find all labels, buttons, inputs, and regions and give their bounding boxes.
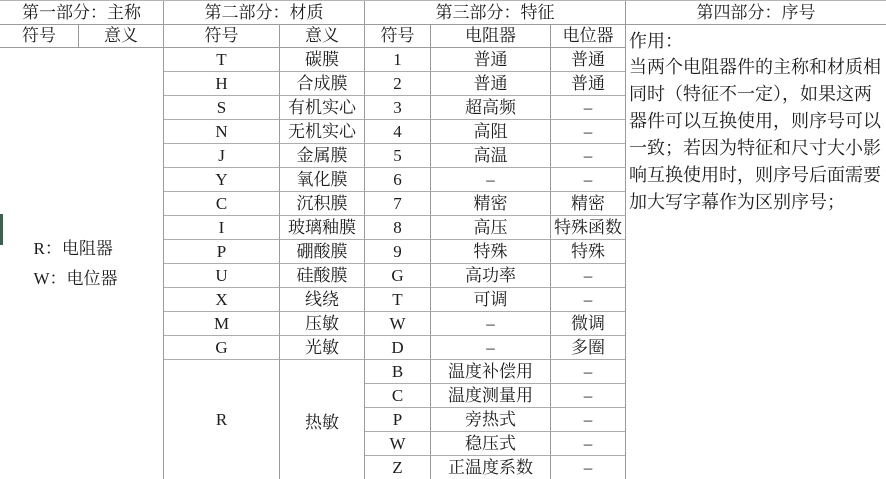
table-row bbox=[164, 120, 364, 144]
part4-heading: 作用： bbox=[629, 31, 683, 51]
feature-symbol-cell: C bbox=[365, 384, 431, 408]
part1-title: 第一部分：主称 bbox=[0, 1, 163, 25]
feature-symbol-cell: W bbox=[365, 432, 431, 456]
table-row bbox=[365, 72, 625, 96]
part2-rows bbox=[164, 48, 364, 360]
feature-symbol-cell: Z bbox=[365, 456, 431, 479]
feature-potentiometer-cell: – bbox=[551, 384, 625, 408]
material-meaning-cell: 碳膜 bbox=[280, 48, 364, 72]
material-meaning-cell: 压敏 bbox=[280, 312, 364, 336]
feature-potentiometer-cell: – bbox=[551, 408, 625, 432]
table-row bbox=[365, 312, 625, 336]
section-part3-feature bbox=[364, 1, 625, 479]
feature-potentiometer-cell: – bbox=[551, 96, 625, 120]
feature-potentiometer-cell: 特殊 bbox=[551, 240, 625, 264]
feature-potentiometer-cell: – bbox=[551, 264, 625, 288]
material-symbol-cell: U bbox=[164, 264, 280, 288]
material-meaning-cell: 玻璃釉膜 bbox=[280, 216, 364, 240]
material-meaning-cell: 有机实心 bbox=[280, 96, 364, 120]
material-symbol-cell: I bbox=[164, 216, 280, 240]
table-row bbox=[164, 48, 364, 72]
feature-potentiometer-cell: 微调 bbox=[551, 312, 625, 336]
feature-potentiometer-cell: – bbox=[551, 432, 625, 456]
section-part1-main-name bbox=[0, 1, 163, 479]
material-symbol-cell: T bbox=[164, 48, 280, 72]
material-symbol-cell: S bbox=[164, 96, 280, 120]
feature-resistor-cell: 稳压式 bbox=[431, 432, 551, 456]
table-row bbox=[365, 168, 625, 192]
feature-symbol-cell: P bbox=[365, 408, 431, 432]
feature-resistor-cell: 高温 bbox=[431, 144, 551, 168]
table-row bbox=[164, 336, 364, 360]
table-row bbox=[164, 144, 364, 168]
feature-symbol-cell: 9 bbox=[365, 240, 431, 264]
feature-potentiometer-cell: 精密 bbox=[551, 192, 625, 216]
section-part2-material bbox=[163, 1, 364, 479]
feature-potentiometer-cell: 特殊函数 bbox=[551, 216, 625, 240]
feature-symbol-cell: W bbox=[365, 312, 431, 336]
material-symbol-cell: N bbox=[164, 120, 280, 144]
material-meaning-cell: 合成膜 bbox=[280, 72, 364, 96]
table-row bbox=[365, 432, 625, 456]
feature-resistor-cell: 可调 bbox=[431, 288, 551, 312]
table-row bbox=[164, 168, 364, 192]
feature-resistor-cell: 正温度系数 bbox=[431, 456, 551, 479]
section-part4-serial bbox=[625, 1, 886, 479]
part1-line-potentiometer: W：电位器 bbox=[33, 269, 118, 288]
part4-merged-cell bbox=[626, 25, 886, 457]
table-row bbox=[365, 216, 625, 240]
material-symbol-cell: H bbox=[164, 72, 280, 96]
part2-title: 第二部分：材质 bbox=[164, 1, 364, 25]
feature-symbol-cell: T bbox=[365, 288, 431, 312]
feature-resistor-cell: 普通 bbox=[431, 48, 551, 72]
table-row bbox=[365, 192, 625, 216]
feature-resistor-cell: 高功率 bbox=[431, 264, 551, 288]
table-row bbox=[164, 264, 364, 288]
part3-col-resistor-header: 电阻器 bbox=[431, 25, 551, 48]
part3-col-symbol-header: 符号 bbox=[365, 25, 431, 48]
table-row bbox=[365, 360, 625, 384]
material-symbol-cell: Y bbox=[164, 168, 280, 192]
feature-symbol-cell: G bbox=[365, 264, 431, 288]
feature-resistor-cell: 温度补偿用 bbox=[431, 360, 551, 384]
material-meaning-cell: 氧化膜 bbox=[280, 168, 364, 192]
material-symbol-cell: P bbox=[164, 240, 280, 264]
material-meaning-cell: 硅酸膜 bbox=[280, 264, 364, 288]
feature-symbol-cell: 3 bbox=[365, 96, 431, 120]
feature-symbol-cell: 4 bbox=[365, 120, 431, 144]
material-meaning-cell: 硼酸膜 bbox=[280, 240, 364, 264]
feature-potentiometer-cell: – bbox=[551, 144, 625, 168]
part3-title: 第三部分：特征 bbox=[365, 1, 625, 25]
table-row bbox=[164, 96, 364, 120]
material-meaning-cell: 金属膜 bbox=[280, 144, 364, 168]
feature-potentiometer-cell: – bbox=[551, 360, 625, 384]
table-row bbox=[365, 336, 625, 360]
material-meaning-cell: 光敏 bbox=[280, 336, 364, 360]
feature-symbol-cell: 6 bbox=[365, 168, 431, 192]
table-row bbox=[365, 96, 625, 120]
material-symbol-cell: G bbox=[164, 336, 280, 360]
table-row bbox=[365, 384, 625, 408]
feature-symbol-cell: 8 bbox=[365, 216, 431, 240]
material-symbol-cell: C bbox=[164, 192, 280, 216]
feature-resistor-cell: 高压 bbox=[431, 216, 551, 240]
material-meaning-cell: 无机实心 bbox=[280, 120, 364, 144]
feature-resistor-cell: 精密 bbox=[431, 192, 551, 216]
table-row bbox=[164, 288, 364, 312]
material-symbol-cell: M bbox=[164, 312, 280, 336]
part3-col-potentiometer-header: 电位器 bbox=[551, 25, 625, 48]
feature-potentiometer-cell: – bbox=[551, 120, 625, 144]
feature-symbol-cell: 5 bbox=[365, 144, 431, 168]
material-symbol-cell: X bbox=[164, 288, 280, 312]
feature-resistor-cell: 普通 bbox=[431, 72, 551, 96]
feature-potentiometer-cell: – bbox=[551, 288, 625, 312]
material-meaning-cell: 沉积膜 bbox=[280, 192, 364, 216]
part1-merged-cell bbox=[0, 48, 163, 479]
part1-subheader bbox=[0, 25, 163, 48]
part2-merged-row-thermal bbox=[164, 360, 364, 479]
feature-potentiometer-cell: – bbox=[551, 168, 625, 192]
part3-rows bbox=[365, 48, 625, 479]
feature-potentiometer-cell: 普通 bbox=[551, 72, 625, 96]
feature-potentiometer-cell: 多圈 bbox=[551, 336, 625, 360]
table-row bbox=[365, 456, 625, 479]
table-row bbox=[164, 72, 364, 96]
feature-resistor-cell: 特殊 bbox=[431, 240, 551, 264]
table-row bbox=[164, 240, 364, 264]
table-row bbox=[365, 288, 625, 312]
part2-subheader bbox=[164, 25, 364, 48]
part2-col-meaning-header: 意义 bbox=[280, 25, 364, 48]
part1-line-resistor: R：电阻器 bbox=[33, 239, 113, 258]
material-meaning-cell: 热敏 bbox=[305, 412, 339, 432]
table-row bbox=[365, 144, 625, 168]
feature-symbol-cell: D bbox=[365, 336, 431, 360]
feature-potentiometer-cell: 普通 bbox=[551, 48, 625, 72]
feature-resistor-cell: 高阻 bbox=[431, 120, 551, 144]
part3-subheader bbox=[365, 25, 625, 48]
material-symbol-cell: R bbox=[164, 360, 280, 479]
part1-col-meaning-header: 意义 bbox=[79, 25, 163, 48]
table-row bbox=[365, 120, 625, 144]
feature-symbol-cell: 7 bbox=[365, 192, 431, 216]
feature-resistor-cell: – bbox=[431, 312, 551, 336]
feature-symbol-cell: 2 bbox=[365, 72, 431, 96]
table-row bbox=[164, 312, 364, 336]
part4-title: 第四部分：序号 bbox=[626, 1, 886, 25]
left-edge-selection-mark bbox=[0, 214, 3, 245]
feature-symbol-cell: B bbox=[365, 360, 431, 384]
table-row bbox=[365, 408, 625, 432]
table-row bbox=[164, 216, 364, 240]
feature-resistor-cell: 超高频 bbox=[431, 96, 551, 120]
feature-resistor-cell: 旁热式 bbox=[431, 408, 551, 432]
feature-symbol-cell: 1 bbox=[365, 48, 431, 72]
material-meaning-cell: 线绕 bbox=[280, 288, 364, 312]
feature-resistor-cell: – bbox=[431, 336, 551, 360]
table-row bbox=[164, 192, 364, 216]
part4-description: 当两个电阻器件的主称和材质相同时（特征不一定），如果这两器件可以互换使用，则序号可以一致；若因为特征和尺寸大小影响互换使用时，则序号后面需要加大写字幕作为区别序号； bbox=[629, 57, 881, 212]
feature-potentiometer-cell: – bbox=[551, 456, 625, 479]
feature-resistor-cell: – bbox=[431, 168, 551, 192]
part1-col-symbol-header: 符号 bbox=[0, 25, 79, 48]
table-row bbox=[365, 264, 625, 288]
feature-resistor-cell: 温度测量用 bbox=[431, 384, 551, 408]
table-row bbox=[365, 240, 625, 264]
table-row bbox=[365, 48, 625, 72]
part2-col-symbol-header: 符号 bbox=[164, 25, 280, 48]
material-symbol-cell: J bbox=[164, 144, 280, 168]
